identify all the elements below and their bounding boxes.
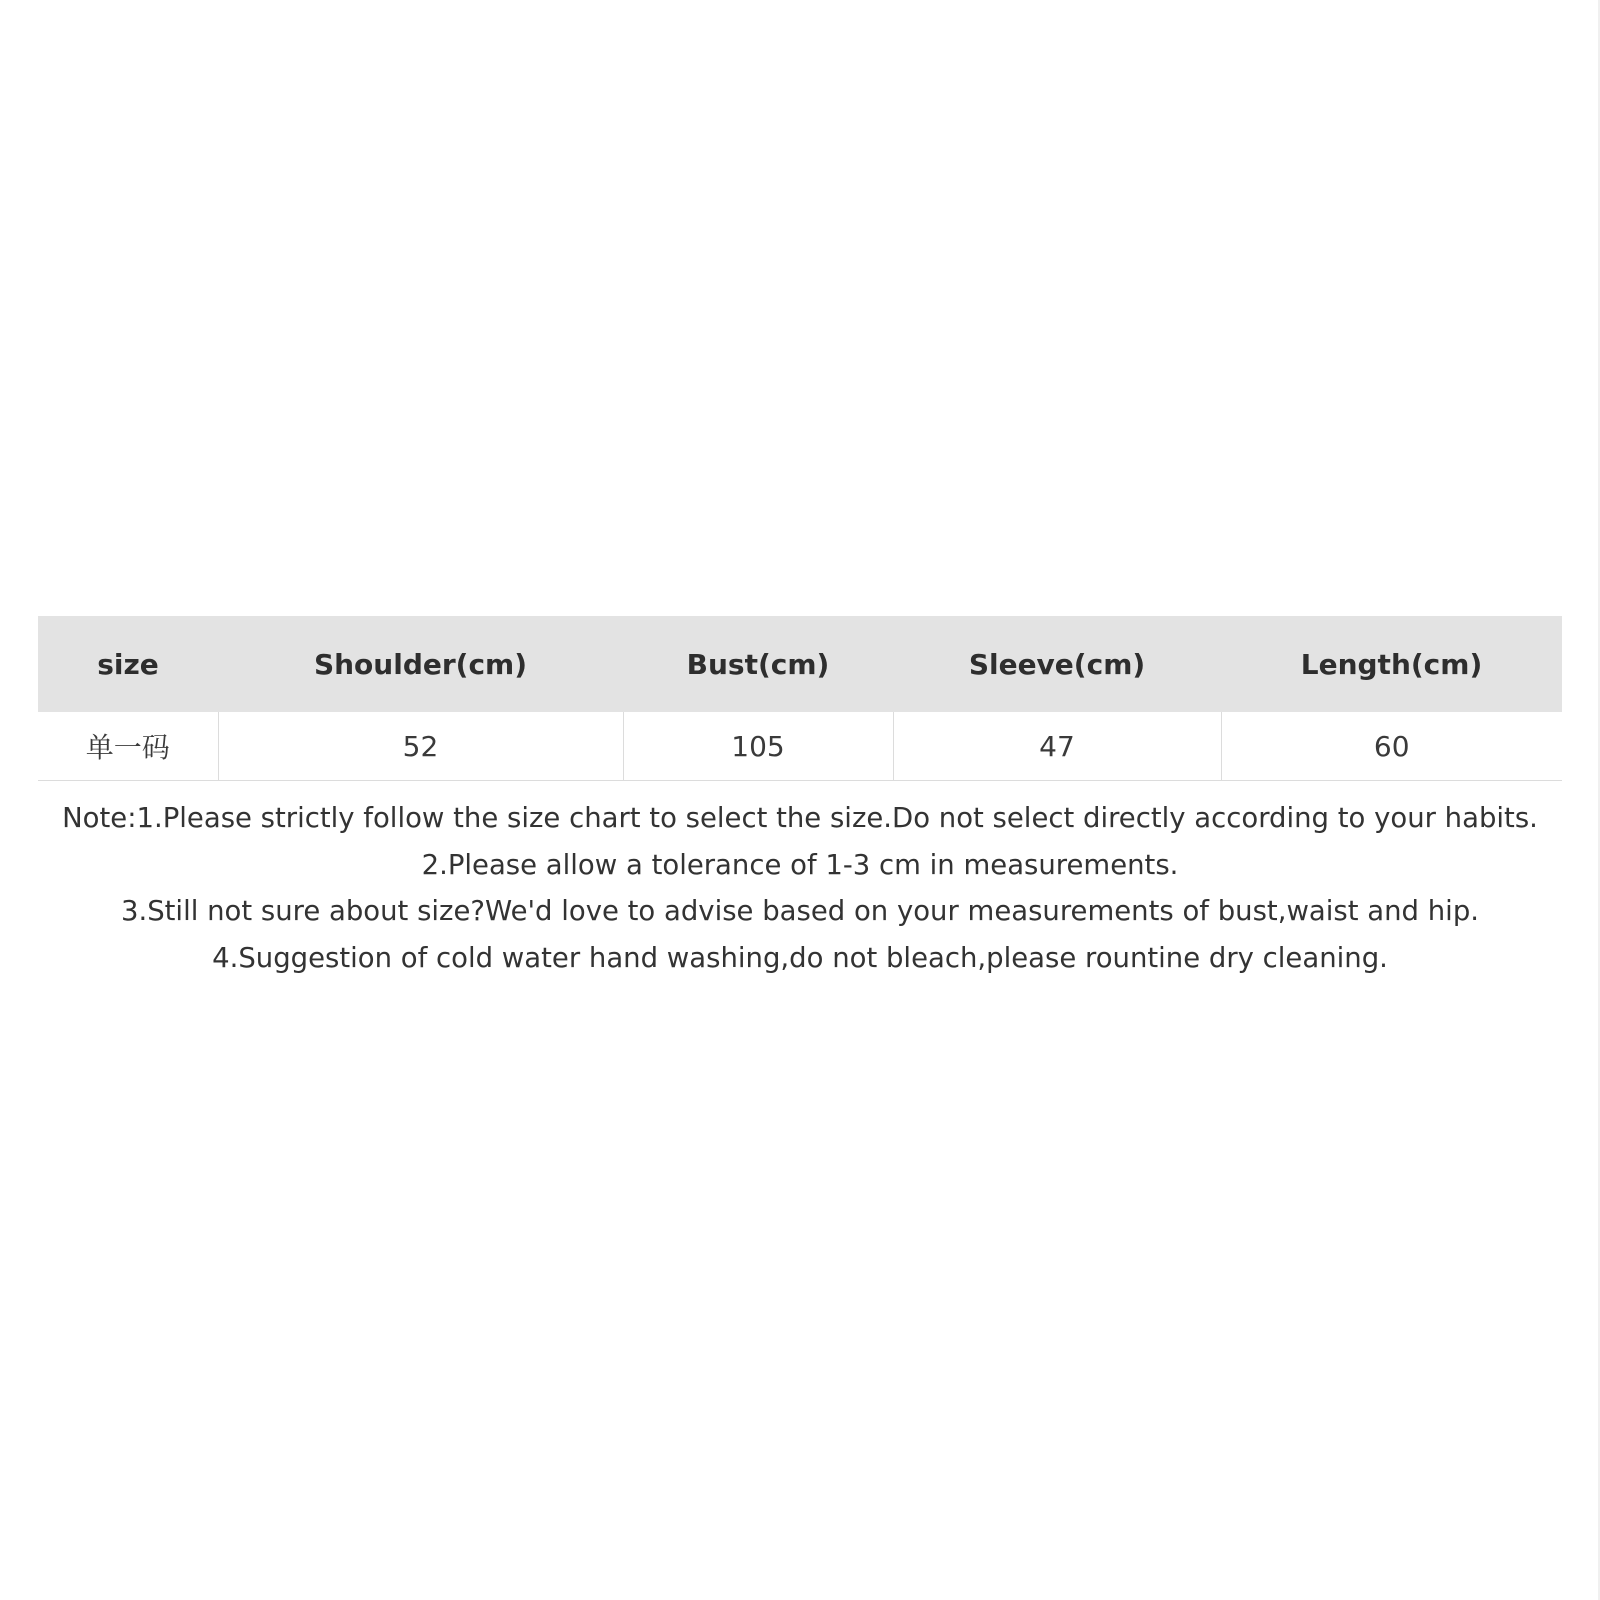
note-line-1: Note:1.Please strictly follow the size chart to select the size.Do not select directly according to your habits.: [62, 802, 1538, 834]
header-sleeve: Sleeve(cm): [893, 616, 1221, 712]
header-shoulder: Shoulder(cm): [218, 616, 623, 712]
note-line-2: 2.Please allow a tolerance of 1-3 cm in measurements.: [421, 848, 1179, 881]
table-header-row: [38, 616, 1562, 712]
note-line-3: 3.Still not sure about size?We'd love to advise based on your measurements of bust,waist and hip.: [120, 895, 1480, 927]
size-chart: [38, 616, 1562, 981]
header-size: size: [38, 616, 218, 712]
table-row: [38, 712, 1562, 781]
cell-sleeve: 47: [893, 712, 1221, 781]
size-notes: [38, 795, 1562, 981]
cell-length: 60: [1221, 712, 1562, 781]
cell-bust: 105: [623, 712, 893, 781]
header-length: Length(cm): [1221, 616, 1562, 712]
cell-size: 单一码: [38, 712, 218, 781]
cell-shoulder: 52: [218, 712, 623, 781]
size-table: [38, 616, 1562, 781]
note-line-4: 4.Suggestion of cold water hand washing,do not bleach,please rountine dry cleaning.: [212, 941, 1388, 974]
header-bust: Bust(cm): [623, 616, 893, 712]
